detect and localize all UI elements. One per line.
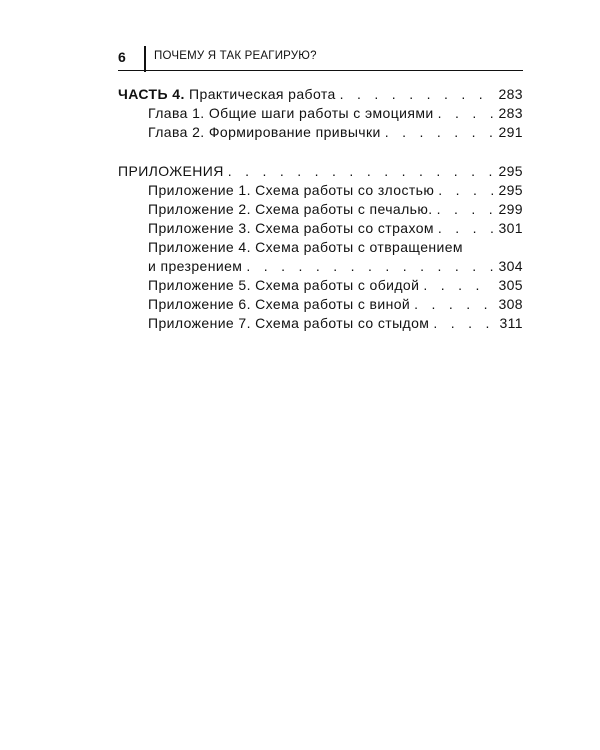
toc-page-number: 291 <box>498 124 523 140</box>
toc-page-number: 283 <box>498 105 523 121</box>
toc-entry-title: Приложение 6. Схема работы с виной <box>148 296 411 312</box>
running-title: ПОЧЕМУ Я ТАК РЕАГИРУЮ? <box>154 50 317 62</box>
dot-leader <box>437 200 495 219</box>
toc-entry-appendix-2 <box>118 200 523 219</box>
dot-leader <box>414 295 494 314</box>
toc-page-number: 308 <box>498 296 523 312</box>
toc-page-number: 299 <box>498 201 523 217</box>
header-separator <box>144 46 146 72</box>
part-label: ЧАСТЬ 4. <box>118 86 185 102</box>
dot-leader <box>438 219 495 238</box>
part-title: Практическая работа <box>184 86 336 102</box>
running-header <box>118 46 523 71</box>
toc-page-number: 283 <box>498 86 523 102</box>
dot-leader <box>433 314 495 333</box>
toc-entry-title <box>118 85 336 104</box>
dot-leader <box>423 276 494 295</box>
toc-page-number: 301 <box>498 220 523 236</box>
dot-leader <box>438 181 494 200</box>
toc-page-number: 295 <box>498 163 523 179</box>
toc-entry-appendix-4-line-2 <box>118 257 523 276</box>
toc-entry-title: Приложение 7. Схема работы со стыдом <box>148 315 430 331</box>
toc-entry-appendix-5 <box>118 276 523 295</box>
dot-leader <box>438 104 495 123</box>
toc-entry-appendices <box>118 162 523 181</box>
toc-entry-chapter-2 <box>118 123 523 142</box>
toc-entry-title: ПРИЛОЖЕНИЯ <box>118 163 224 179</box>
toc-entry-title: Приложение 2. Схема работы с печалью. <box>148 201 433 217</box>
dot-leader <box>228 162 495 181</box>
toc-entry-appendix-1 <box>118 181 523 200</box>
toc-entry-chapter-1 <box>118 104 523 123</box>
dot-leader <box>246 257 494 276</box>
toc-entry-part-4 <box>118 85 523 104</box>
toc-entry-title: Приложение 5. Схема работы с обидой <box>148 277 420 293</box>
toc-entry-appendix-7 <box>118 314 523 333</box>
toc-page-number: 305 <box>498 277 523 293</box>
toc-page-number: 295 <box>498 182 523 198</box>
dot-leader <box>340 85 495 104</box>
toc-entry-title: Глава 1. Общие шаги работы с эмоциями <box>148 105 434 121</box>
dot-leader <box>385 123 495 142</box>
toc-page-number: 311 <box>499 315 523 331</box>
toc-entry-appendix-6 <box>118 295 523 314</box>
toc-entry-title: Приложение 3. Схема работы со страхом <box>148 220 434 236</box>
toc-entry-title-continuation: и презрением <box>148 258 243 274</box>
page-number: 6 <box>118 49 126 65</box>
toc-entry-title: Приложение 4. Схема работы с отвращением <box>148 239 463 255</box>
toc-entry-appendix-3 <box>118 219 523 238</box>
toc-entry-appendix-4-line-1 <box>118 238 523 257</box>
toc-entry-title: Приложение 1. Схема работы со злостью <box>148 182 435 198</box>
table-of-contents <box>118 85 523 333</box>
toc-page-number: 304 <box>498 258 523 274</box>
toc-entry-title: Глава 2. Формирование привычки <box>148 124 381 140</box>
